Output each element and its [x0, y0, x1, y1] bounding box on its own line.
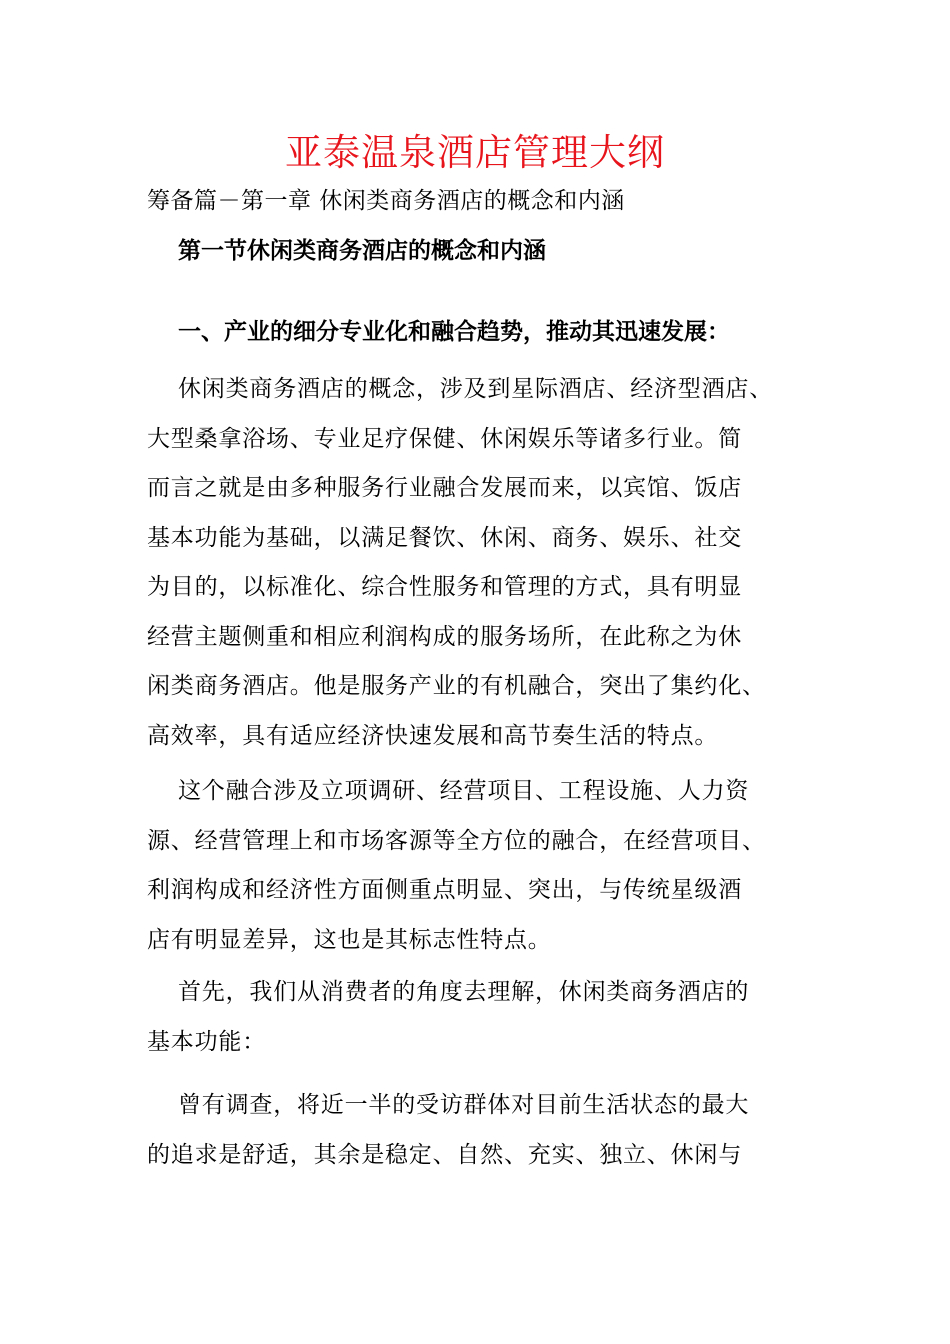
paragraph-line: 基本功能： [147, 1028, 266, 1055]
paragraph-line: 的追求是舒适，其余是稳定、自然、充实、独立、休闲与 [147, 1141, 742, 1168]
subsection-heading: 一、产业的细分专业化和融合趋势，推动其迅速发展： [178, 318, 730, 345]
chapter-heading: 筹备篇－第一章 休闲类商务酒店的概念和内涵 [147, 188, 625, 214]
paragraph-line: 曾有调查，将近一半的受访群体对目前生活状态的最大 [178, 1092, 750, 1118]
paragraph [147, 968, 817, 1067]
paragraph-line: 这个融合涉及立项调研、经营项目、工程设施、人力资 [178, 778, 750, 804]
paragraph-line: 经营主题侧重和相应利润构成的服务场所，在此称之为休 [147, 623, 742, 650]
paragraph-line: 大型桑拿浴场、专业足疗保健、休闲娱乐等诸多行业。简 [147, 425, 742, 452]
paragraph-line: 首先，我们从消费者的角度去理解，休闲类商务酒店的 [178, 979, 750, 1005]
section-heading: 第一节休闲类商务酒店的概念和内涵 [178, 237, 546, 264]
paragraph-line: 闲类商务酒店。他是服务产业的有机融合，突出了集约化、 [147, 673, 766, 699]
paragraph-line: 而言之就是由多种服务行业融合发展而来，以宾馆、饭店 [147, 475, 742, 501]
paragraph [147, 767, 817, 965]
paragraph-line: 休闲类商务酒店的概念，涉及到星际酒店、经济型酒店、 [178, 376, 773, 402]
paragraph-line: 高效率，具有适应经济快速发展和高节奏生活的特点。 [147, 722, 719, 749]
paragraph-line: 利润构成和经济性方面侧重点明显、突出，与传统星级酒 [147, 877, 742, 903]
document-title: 亚泰温泉酒店管理大纲 [285, 131, 665, 174]
paragraph [147, 1081, 817, 1180]
paragraph-line: 为目的，以标准化、综合性服务和管理的方式，具有明显 [147, 574, 742, 600]
paragraph-line: 店有明显差异，这也是其标志性特点。 [147, 926, 552, 953]
paragraph-line: 源、经营管理上和市场客源等全方位的融合，在经营项目、 [147, 827, 766, 854]
paragraph [147, 365, 817, 761]
paragraph-line: 基本功能为基础，以满足餐饮、休闲、商务、娱乐、社交 [147, 524, 742, 551]
